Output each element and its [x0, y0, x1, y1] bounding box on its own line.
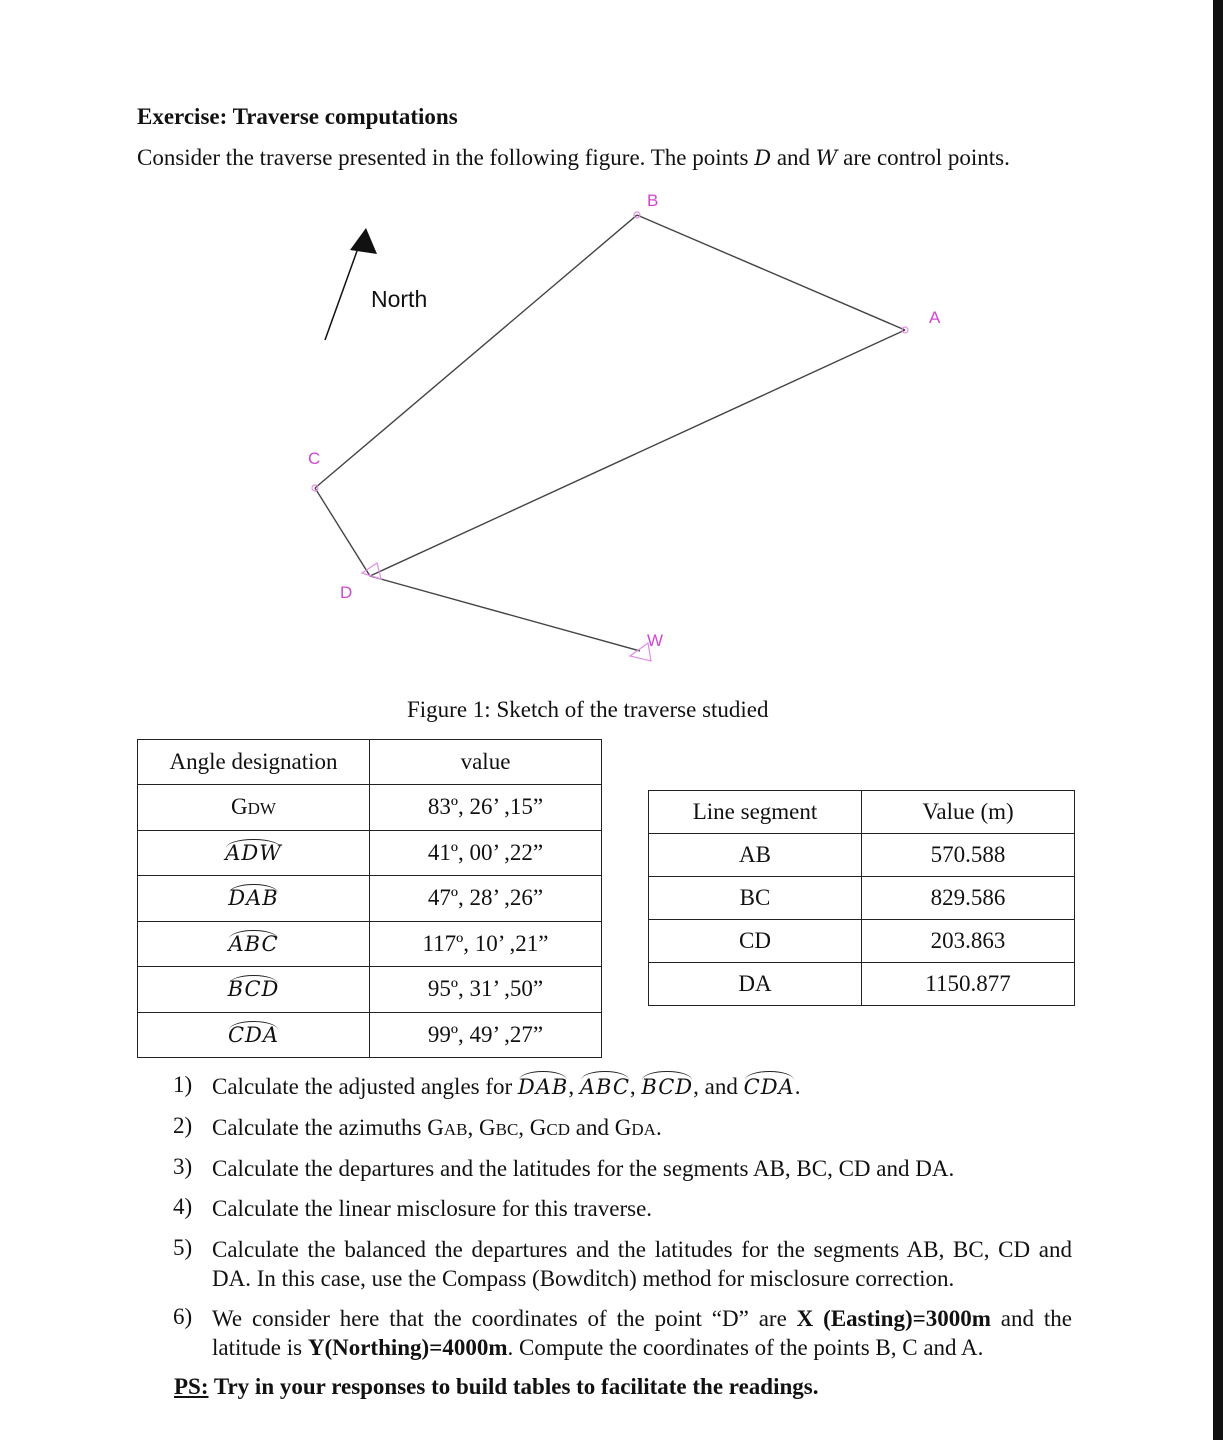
segment-length: 829.586	[862, 877, 1075, 920]
table-row	[649, 834, 1075, 877]
north-arrow-shaft	[325, 251, 357, 340]
line-ab	[637, 215, 905, 330]
north-arrow	[325, 228, 377, 340]
angles-header-designation: Angle designation	[138, 740, 370, 785]
segment-length: 1150.877	[862, 963, 1075, 1006]
angles-header-value: value	[370, 740, 602, 785]
point-d-italic: D	[754, 146, 772, 170]
line-cd	[315, 488, 370, 576]
segment-name: DA	[649, 963, 862, 1006]
table-row	[649, 963, 1075, 1006]
label-a: A	[929, 308, 941, 327]
segment-length: 570.588	[862, 834, 1075, 877]
angle-value: 41º, 00’ ,22”	[370, 830, 602, 876]
label-b: B	[647, 191, 659, 210]
table-row	[138, 830, 602, 876]
segment-name: BC	[649, 877, 862, 920]
table-row	[138, 921, 602, 967]
segment-name: CD	[649, 920, 862, 963]
angle-value: 83º, 26’ ,15”	[370, 785, 602, 831]
angle-value: 117º, 10’ ,21”	[370, 921, 602, 967]
line-da	[370, 330, 905, 576]
segments-header-row	[649, 791, 1075, 834]
table-row	[138, 967, 602, 1013]
segments-header-line: Line segment	[649, 791, 862, 834]
angle-value: 47º, 28’ ,26”	[370, 876, 602, 922]
table-row	[649, 877, 1075, 920]
table-row	[138, 876, 602, 922]
marker-d-triangle	[362, 563, 381, 579]
line-dw	[370, 576, 640, 651]
segments-header-value: Value (m)	[862, 791, 1075, 834]
angle-designation: BCD	[138, 967, 370, 1013]
angle-value: 99º, 49’ ,27”	[370, 1012, 602, 1058]
north-arrow-head	[350, 228, 377, 254]
label-d: D	[340, 583, 353, 602]
table-row	[138, 785, 602, 831]
line-bc	[315, 215, 637, 488]
ps-label: PS:	[174, 1374, 209, 1399]
ps-note: PS: Try in your responses to build tables to facilitate the readings.	[174, 1374, 819, 1399]
figure-caption: Figure 1: Sketch of the traverse studied	[407, 697, 769, 722]
point-markers	[312, 212, 908, 661]
segment-name: AB	[649, 834, 862, 877]
traverse-figure	[0, 180, 1223, 690]
angle-value: 95º, 31’ ,50”	[370, 967, 602, 1013]
segment-length: 203.863	[862, 920, 1075, 963]
angles-header-row	[138, 740, 602, 785]
angle-designation: DAB	[138, 876, 370, 922]
table-row	[138, 1012, 602, 1058]
north-label: North	[371, 286, 428, 312]
exercise-title: Exercise: Traverse computations	[137, 104, 458, 129]
angle-designation: GDW	[138, 785, 370, 831]
intro-text: Consider the traverse presented in the following figure. The points D and W are control points.	[137, 145, 1010, 170]
angle-designation: ABC	[138, 921, 370, 967]
traverse-lines	[315, 215, 905, 651]
angle-designation: ADW	[138, 830, 370, 876]
label-c: C	[308, 449, 321, 468]
angle-designation: CDA	[138, 1012, 370, 1058]
table-row	[649, 920, 1075, 963]
angles-table	[137, 739, 602, 1058]
segments-table	[648, 790, 1075, 1006]
label-w: W	[647, 631, 664, 650]
point-w-italic: W	[815, 146, 838, 170]
